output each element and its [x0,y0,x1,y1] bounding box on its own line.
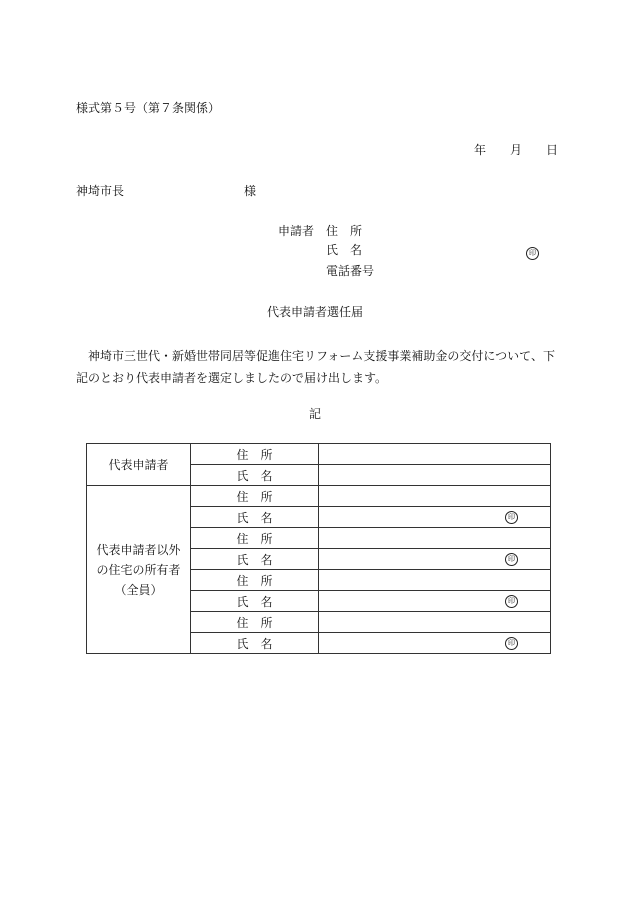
addressee [76,184,257,198]
date-month: 月 [510,143,523,157]
seal-icon: 印 [505,637,518,650]
name-label-cell: 氏 名 [191,591,319,612]
address-value-cell[interactable] [319,612,551,633]
name-value-cell[interactable] [319,465,551,486]
address-value-cell[interactable] [319,528,551,549]
address-value-cell[interactable] [319,486,551,507]
name-value-cell[interactable] [319,591,551,612]
table-row [87,444,551,465]
name-value-cell[interactable] [319,507,551,528]
address-label-cell: 住 所 [191,612,319,633]
address-label-cell: 住 所 [191,528,319,549]
name-label-cell: 氏 名 [191,465,319,486]
group-other-owners-line-3: （全員） [114,582,163,597]
body-text [76,345,556,389]
address-value-cell[interactable] [319,570,551,591]
address-label-cell: 住 所 [191,570,319,591]
honorific: 様 [244,184,257,198]
name-label-cell: 氏 名 [191,507,319,528]
seal-icon: 印 [505,595,518,608]
applicant-phone-label: 電話番号 [326,264,375,278]
name-value-cell[interactable] [319,633,551,654]
applicant-seal: 印 [526,247,539,260]
name-label-cell: 氏 名 [191,633,319,654]
ki-heading: 記 [308,407,321,421]
name-value-cell[interactable] [319,549,551,570]
form-number: 様式第５号（第７条関係） [76,101,221,115]
group-other-owners-line-2: の住宅の所有者 [96,562,181,577]
group-other-owners-line-1: 代表申請者以外 [96,542,181,557]
seal-icon: 印 [505,553,518,566]
address-label-cell: 住 所 [191,444,319,465]
group-other-owners [87,486,191,654]
applicant-name-label: 氏 名 [326,243,363,257]
body-line-1: 神埼市三世代・新婚世帯同居等促進住宅リフォーム支援事業補助金の交付について、下 [88,349,555,363]
representative-table [86,443,551,654]
applicant-address-label: 住 所 [326,224,363,238]
seal-icon: 印 [505,511,518,524]
name-label-cell: 氏 名 [191,549,319,570]
date-day: 日 [546,143,559,157]
address-label-cell: 住 所 [191,486,319,507]
addressee-name: 神埼市長 [76,184,125,198]
group-representative: 代表申請者 [87,444,191,486]
date-year: 年 [474,143,487,157]
applicant-label: 申請者 [278,224,315,238]
date-line [474,143,558,157]
document-title: 代表申請者選任届 [266,305,363,319]
address-value-cell[interactable] [319,444,551,465]
body-line-2: 記のとおり代表申請者を選定しましたので届け出します。 [76,371,388,385]
table-row [87,486,551,507]
applicant-seal-icon [526,244,539,260]
